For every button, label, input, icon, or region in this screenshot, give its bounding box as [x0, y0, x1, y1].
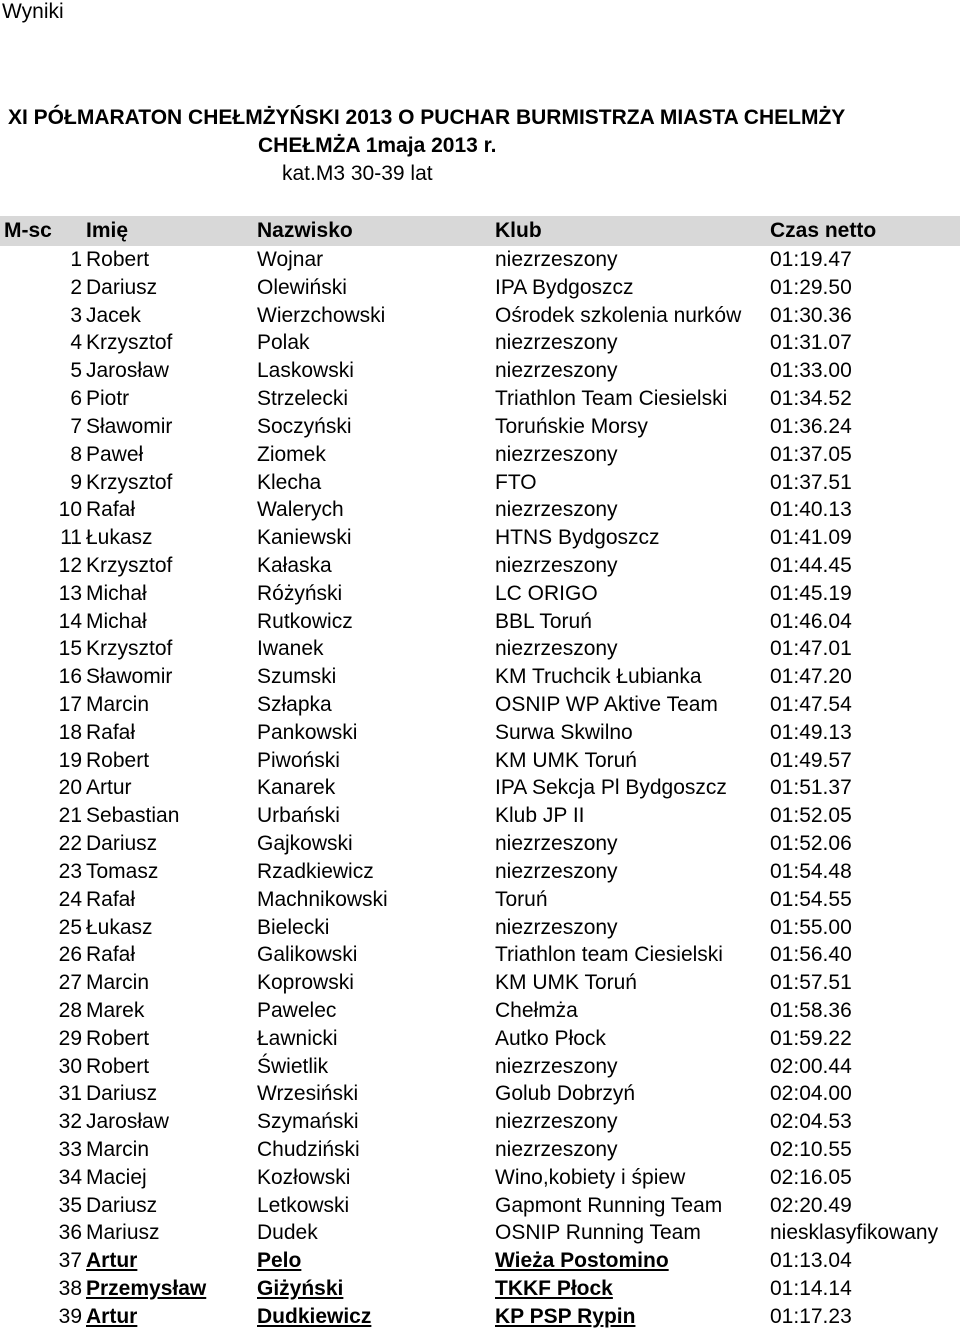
table-row	[0, 608, 960, 636]
table-row	[0, 385, 960, 413]
cell-time: 01:44.45	[770, 553, 852, 577]
cell-time: 02:16.05	[770, 1165, 852, 1189]
cell-club: Gapmont Running Team	[495, 1193, 723, 1217]
cell-first-name: Rafał	[86, 943, 136, 967]
cell-place: 27	[58, 971, 82, 995]
cell-first-name: Marcin	[86, 1138, 150, 1161]
table-row	[0, 802, 960, 830]
cell-club: Golub Dobrzyń	[495, 1082, 636, 1106]
cell-club: niezrzeszony	[495, 442, 618, 466]
cell-last-name: Machnikowski	[257, 887, 388, 911]
table-row	[0, 830, 960, 858]
cell-club: FTO	[495, 470, 537, 494]
cell-place: 11	[60, 526, 82, 550]
cell-place: 5	[70, 359, 82, 383]
cell-club: niezrzeszony	[495, 498, 618, 522]
cell-first-name: Łukasz	[86, 915, 153, 939]
table-row	[0, 1053, 960, 1081]
table-row	[0, 1192, 960, 1220]
cell-time: 01:37.05	[770, 442, 852, 466]
cell-place: 26	[58, 943, 82, 967]
cell-place: 32	[58, 1110, 82, 1134]
cell-time: 01:55.00	[770, 915, 852, 939]
cell-club: niezrzeszony	[495, 331, 618, 355]
cell-time: 01:17.23	[770, 1304, 852, 1328]
cell-club: niezrzeszony	[495, 359, 618, 383]
cell-time: 02:04.00	[770, 1082, 852, 1106]
cell-place: 3	[70, 303, 82, 327]
cell-last-name: Olewiński	[257, 275, 347, 299]
cell-place: 7	[70, 414, 82, 438]
cell-place: 21	[58, 804, 82, 828]
table-row	[0, 1136, 960, 1164]
cell-place: 14	[58, 609, 82, 633]
cell-first-name: Maciej	[86, 1165, 147, 1189]
table-row	[0, 496, 960, 524]
cell-time: 01:41.09	[770, 526, 852, 550]
cell-time: 01:56.40	[770, 943, 852, 967]
cell-first-name: Mariusz	[86, 1221, 160, 1245]
cell-club: niezrzeszony	[495, 637, 618, 661]
cell-last-name: Kaniewski	[257, 526, 352, 550]
cell-first-name: Marcin	[86, 971, 150, 995]
cell-club: Wieża Postomino	[495, 1249, 669, 1273]
cell-last-name: Klecha	[257, 470, 322, 494]
cell-time: 01:13.04	[770, 1249, 852, 1273]
cell-first-name: Michał	[86, 581, 147, 605]
cell-time: 01:47.54	[770, 693, 852, 716]
table-row	[0, 469, 960, 497]
table-row	[0, 635, 960, 663]
table-row	[0, 719, 960, 747]
table-row	[0, 914, 960, 942]
cell-place: 18	[58, 720, 82, 744]
cell-time: 01:54.55	[770, 887, 852, 911]
cell-club: niezrzeszony	[495, 1110, 618, 1134]
cell-time: 01:30.36	[770, 303, 852, 327]
cell-first-name: Przemysław	[86, 1277, 207, 1301]
cell-time: 02:00.44	[770, 1054, 852, 1078]
cell-time: 01:49.13	[770, 720, 852, 744]
header-last-name: Nazwisko	[257, 219, 353, 242]
cell-club: BBL Toruń	[495, 609, 592, 633]
cell-club: KP PSP Rypin	[495, 1304, 636, 1328]
header-first-name: Imię	[86, 219, 129, 242]
table-row	[0, 357, 960, 385]
table-row	[0, 1219, 960, 1247]
table-row	[0, 663, 960, 691]
cell-place: 4	[70, 331, 82, 355]
cell-first-name: Robert	[86, 1026, 150, 1050]
cell-time: 01:54.48	[770, 859, 852, 883]
cell-time: niesklasyfikowany	[770, 1221, 939, 1245]
cell-club: HTNS Bydgoszcz	[495, 526, 660, 550]
cell-first-name: Łukasz	[86, 526, 153, 550]
cell-first-name: Krzysztof	[86, 637, 173, 661]
cell-club: niezrzeszony	[495, 915, 618, 939]
cell-place: 2	[70, 275, 82, 299]
cell-first-name: Tomasz	[86, 859, 159, 883]
cell-last-name: Galikowski	[257, 943, 358, 967]
cell-club: OSNIP Running Team	[495, 1221, 701, 1245]
cell-club: Toruń	[495, 887, 548, 911]
cell-last-name: Pankowski	[257, 720, 358, 744]
cell-time: 01:37.51	[770, 470, 852, 494]
cell-place: 6	[70, 387, 82, 411]
cell-club: Autko Płock	[495, 1026, 606, 1050]
cell-time: 01:52.06	[770, 832, 852, 856]
cell-place: 20	[58, 776, 82, 800]
header-place: M-sc	[4, 219, 52, 242]
category-label: kat.M3 30-39 lat	[282, 162, 433, 185]
cell-first-name: Jarosław	[86, 1110, 169, 1134]
cell-club: Chełmża	[495, 998, 578, 1022]
cell-club: Wino,kobiety i śpiew	[495, 1165, 686, 1189]
table-row	[0, 1247, 960, 1275]
cell-time: 01:29.50	[770, 275, 852, 299]
cell-place: 17	[58, 693, 82, 716]
cell-time: 01:34.52	[770, 387, 852, 411]
table-row	[0, 1303, 960, 1331]
page-label: Wyniki	[2, 0, 64, 23]
cell-first-name: Paweł	[86, 442, 144, 466]
table-row	[0, 413, 960, 441]
cell-time: 01:40.13	[770, 498, 852, 522]
cell-first-name: Sławomir	[86, 665, 173, 689]
cell-place: 16	[58, 665, 82, 689]
cell-time: 01:45.19	[770, 581, 852, 605]
cell-first-name: Robert	[86, 748, 150, 772]
cell-club: niezrzeszony	[495, 832, 618, 856]
cell-place: 15	[58, 637, 82, 661]
table-row	[0, 1025, 960, 1053]
cell-last-name: Urbański	[257, 804, 340, 828]
cell-time: 01:46.04	[770, 609, 852, 633]
table-row	[0, 886, 960, 914]
cell-place: 19	[58, 748, 82, 772]
cell-last-name: Piwoński	[257, 748, 340, 772]
cell-last-name: Szłapka	[257, 693, 332, 716]
cell-place: 8	[70, 442, 82, 466]
cell-last-name: Gajkowski	[257, 832, 353, 856]
cell-last-name: Wierzchowski	[257, 303, 386, 327]
cell-club: TKKF Płock	[495, 1277, 613, 1301]
cell-first-name: Dariusz	[86, 1082, 158, 1106]
cell-last-name: Świetlik	[257, 1054, 329, 1078]
table-row	[0, 441, 960, 469]
cell-last-name: Laskowski	[257, 359, 354, 383]
cell-place: 28	[58, 998, 82, 1022]
cell-club: KM UMK Toruń	[495, 971, 637, 995]
cell-last-name: Soczyński	[257, 414, 352, 438]
table-row	[0, 1080, 960, 1108]
cell-club: LC ORIGO	[495, 581, 598, 605]
cell-first-name: Michał	[86, 609, 147, 633]
cell-time: 01:19.47	[770, 248, 852, 271]
cell-last-name: Rzadkiewicz	[257, 859, 374, 883]
cell-last-name: Dudek	[257, 1221, 318, 1245]
cell-last-name: Letkowski	[257, 1193, 350, 1217]
cell-time: 01:57.51	[770, 971, 852, 995]
table-row	[0, 274, 960, 302]
table-row	[0, 1275, 960, 1303]
cell-last-name: Ławnicki	[257, 1026, 338, 1050]
cell-time: 01:51.37	[770, 776, 852, 800]
cell-time: 01:47.20	[770, 665, 852, 689]
cell-place: 23	[58, 859, 82, 883]
table-row	[0, 524, 960, 552]
cell-first-name: Krzysztof	[86, 331, 173, 355]
cell-first-name: Krzysztof	[86, 470, 173, 494]
cell-place: 38	[58, 1277, 82, 1301]
table-row	[0, 774, 960, 802]
cell-last-name: Rutkowicz	[257, 609, 353, 633]
cell-last-name: Iwanek	[257, 637, 324, 661]
cell-last-name: Kanarek	[257, 776, 336, 800]
table-row	[0, 1164, 960, 1192]
cell-place: 9	[70, 470, 82, 494]
cell-time: 01:49.57	[770, 748, 852, 772]
cell-first-name: Dariusz	[86, 275, 158, 299]
cell-first-name: Rafał	[86, 720, 136, 744]
cell-first-name: Sebastian	[86, 804, 180, 828]
cell-club: niezrzeszony	[495, 553, 618, 577]
cell-club: Toruńskie Morsy	[495, 414, 648, 438]
cell-place: 35	[58, 1193, 82, 1217]
cell-time: 01:52.05	[770, 804, 852, 828]
table-row	[0, 858, 960, 886]
cell-time: 01:47.01	[770, 637, 852, 661]
cell-time: 02:20.49	[770, 1193, 852, 1217]
cell-first-name: Krzysztof	[86, 553, 173, 577]
cell-last-name: Szumski	[257, 665, 337, 689]
cell-place: 12	[58, 553, 82, 577]
cell-club: IPA Bydgoszcz	[495, 275, 634, 299]
cell-time: 01:36.24	[770, 414, 852, 438]
cell-last-name: Ziomek	[257, 442, 326, 466]
cell-first-name: Piotr	[86, 387, 130, 411]
cell-first-name: Dariusz	[86, 832, 158, 856]
header-time: Czas netto	[770, 219, 877, 242]
cell-last-name: Różyński	[257, 581, 343, 605]
header-club: Klub	[495, 219, 542, 242]
cell-time: 01:31.07	[770, 331, 852, 355]
cell-place: 31	[58, 1082, 82, 1106]
table-row	[0, 246, 960, 274]
cell-first-name: Jarosław	[86, 359, 169, 383]
table-row	[0, 747, 960, 775]
cell-place: 22	[58, 832, 82, 856]
cell-last-name: Walerych	[257, 498, 344, 522]
cell-club: Ośrodek szkolenia nurków	[495, 303, 742, 327]
cell-club: Triathlon Team Ciesielski	[495, 387, 728, 411]
table-row	[0, 997, 960, 1025]
table-row	[0, 552, 960, 580]
cell-last-name: Dudkiewicz	[257, 1304, 372, 1328]
table-header	[0, 216, 960, 246]
cell-last-name: Kałaska	[257, 553, 332, 577]
cell-place: 36	[58, 1221, 82, 1245]
cell-time: 01:58.36	[770, 998, 852, 1022]
table-row	[0, 329, 960, 357]
cell-last-name: Szymański	[257, 1110, 359, 1134]
cell-time: 01:59.22	[770, 1026, 852, 1050]
cell-place: 25	[58, 915, 82, 939]
cell-club: KM UMK Toruń	[495, 748, 637, 772]
cell-last-name: Strzelecki	[257, 387, 349, 411]
cell-place: 33	[58, 1138, 82, 1161]
cell-last-name: Chudziński	[257, 1138, 360, 1161]
cell-last-name: Koprowski	[257, 971, 354, 995]
table-row	[0, 1108, 960, 1136]
cell-last-name: Wojnar	[257, 248, 324, 271]
cell-last-name: Giżyński	[257, 1277, 344, 1301]
cell-club: IPA Sekcja Pl Bydgoszcz	[495, 776, 727, 800]
cell-place: 10	[58, 498, 82, 522]
cell-club: Triathlon team Ciesielski	[495, 943, 723, 967]
table-row	[0, 941, 960, 969]
cell-first-name: Dariusz	[86, 1193, 158, 1217]
cell-last-name: Bielecki	[257, 915, 330, 939]
cell-club: niezrzeszony	[495, 859, 618, 883]
cell-first-name: Jacek	[86, 303, 141, 327]
cell-first-name: Sławomir	[86, 414, 173, 438]
cell-last-name: Pelo	[257, 1249, 302, 1273]
table-row	[0, 580, 960, 608]
results-table	[0, 246, 960, 1331]
cell-club: niezrzeszony	[495, 248, 618, 271]
cell-first-name: Artur	[86, 1304, 138, 1328]
cell-time: 01:14.14	[770, 1277, 852, 1301]
table-row	[0, 302, 960, 330]
cell-first-name: Robert	[86, 1054, 150, 1078]
cell-place: 24	[58, 887, 82, 911]
cell-time: 02:10.55	[770, 1138, 852, 1161]
cell-place: 1	[70, 248, 82, 271]
cell-first-name: Rafał	[86, 498, 136, 522]
cell-first-name: Rafał	[86, 887, 136, 911]
cell-place: 29	[58, 1026, 82, 1050]
cell-club: niezrzeszony	[495, 1054, 618, 1078]
cell-place: 13	[58, 581, 82, 605]
cell-place: 39	[58, 1304, 82, 1328]
cell-club: Surwa Skwilno	[495, 720, 633, 744]
cell-time: 01:33.00	[770, 359, 852, 383]
page-title: XI PÓŁMARATON CHEŁMŻYŃSKI 2013 O PUCHAR BURMISTRZA MIASTA CHELMŻY	[8, 106, 846, 129]
table-row	[0, 969, 960, 997]
cell-time: 02:04.53	[770, 1110, 852, 1134]
cell-club: Klub JP II	[495, 804, 585, 828]
cell-place: 34	[58, 1165, 82, 1189]
table-row	[0, 691, 960, 719]
cell-last-name: Polak	[257, 331, 310, 355]
cell-club: niezrzeszony	[495, 1138, 618, 1161]
cell-first-name: Marek	[86, 998, 145, 1022]
cell-first-name: Robert	[86, 248, 150, 271]
cell-first-name: Marcin	[86, 693, 150, 716]
cell-club: KM Truchcik Łubianka	[495, 665, 702, 689]
event-subtitle: CHEŁMŻA 1maja 2013 r.	[258, 134, 497, 157]
cell-first-name: Artur	[86, 1249, 138, 1273]
cell-last-name: Kozłowski	[257, 1165, 351, 1189]
cell-first-name: Artur	[86, 776, 132, 800]
cell-club: OSNIP WP Aktive Team	[495, 693, 718, 716]
cell-last-name: Pawelec	[257, 998, 337, 1022]
cell-last-name: Wrzesiński	[257, 1082, 359, 1106]
cell-place: 37	[58, 1249, 82, 1273]
cell-place: 30	[58, 1054, 82, 1078]
